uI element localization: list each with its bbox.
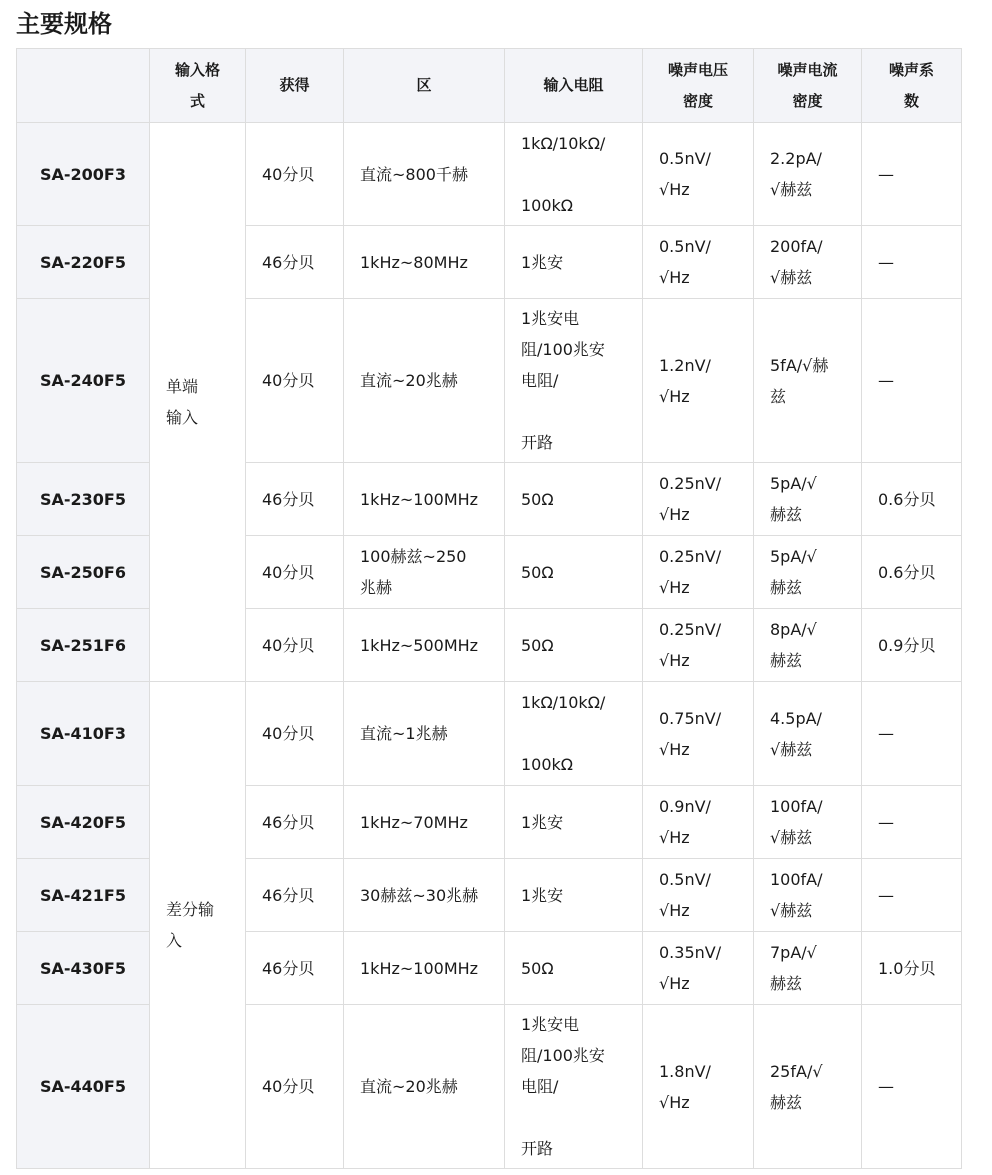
noise-figure-cell: 1.0分贝 — [862, 932, 962, 1005]
impedance-cell: 1兆安 — [505, 859, 643, 932]
gain-cell: 40分贝 — [246, 536, 344, 609]
input-format-group: 差分输 入 — [150, 682, 246, 1169]
band-cell: 1kHz~80MHz — [344, 226, 505, 299]
gain-cell: 46分贝 — [246, 859, 344, 932]
band-cell: 1kHz~100MHz — [344, 463, 505, 536]
header-model — [17, 49, 150, 123]
gain-cell: 46分贝 — [246, 226, 344, 299]
band-cell: 30赫兹~30兆赫 — [344, 859, 505, 932]
noise-current-cell: 25fA/√ 赫兹 — [754, 1005, 862, 1169]
gain-cell: 46分贝 — [246, 786, 344, 859]
band-cell: 直流~20兆赫 — [344, 299, 505, 463]
noise-current-cell: 8pA/√ 赫兹 — [754, 609, 862, 682]
noise-figure-cell: 0.9分贝 — [862, 609, 962, 682]
band-cell: 直流~20兆赫 — [344, 1005, 505, 1169]
model-cell: SA-250F6 — [17, 536, 150, 609]
noise-current-cell: 200fA/ √赫兹 — [754, 226, 862, 299]
noise-figure-cell: — — [862, 123, 962, 226]
header-noise-voltage: 噪声电压 密度 — [643, 49, 754, 123]
noise-figure-cell: — — [862, 859, 962, 932]
band-cell: 直流~1兆赫 — [344, 682, 505, 786]
noise-figure-cell: — — [862, 226, 962, 299]
band-cell: 1kHz~70MHz — [344, 786, 505, 859]
noise-current-cell: 4.5pA/ √赫兹 — [754, 682, 862, 786]
noise-voltage-cell: 1.8nV/ √Hz — [643, 1005, 754, 1169]
impedance-cell: 50Ω — [505, 932, 643, 1005]
impedance-cell: 1兆安 — [505, 226, 643, 299]
impedance-cell: 50Ω — [505, 609, 643, 682]
gain-cell: 40分贝 — [246, 682, 344, 786]
model-cell: SA-230F5 — [17, 463, 150, 536]
impedance-cell: 50Ω — [505, 536, 643, 609]
noise-voltage-cell: 0.5nV/ √Hz — [643, 123, 754, 226]
impedance-cell: 50Ω — [505, 463, 643, 536]
gain-cell: 40分贝 — [246, 1005, 344, 1169]
band-cell: 100赫兹~250 兆赫 — [344, 536, 505, 609]
gain-cell: 40分贝 — [246, 123, 344, 226]
model-cell: SA-430F5 — [17, 932, 150, 1005]
spec-table — [16, 48, 962, 1169]
noise-figure-cell: — — [862, 1005, 962, 1169]
impedance-cell: 1kΩ/10kΩ/ 100kΩ — [505, 682, 643, 786]
noise-current-cell: 100fA/ √赫兹 — [754, 859, 862, 932]
header-input-impedance: 输入电阻 — [505, 49, 643, 123]
noise-figure-cell: 0.6分贝 — [862, 463, 962, 536]
noise-figure-cell: — — [862, 786, 962, 859]
noise-voltage-cell: 0.35nV/ √Hz — [643, 932, 754, 1005]
noise-current-cell: 5pA/√ 赫兹 — [754, 536, 862, 609]
noise-voltage-cell: 1.2nV/ √Hz — [643, 299, 754, 463]
model-cell: SA-240F5 — [17, 299, 150, 463]
model-cell: SA-251F6 — [17, 609, 150, 682]
noise-current-cell: 100fA/ √赫兹 — [754, 786, 862, 859]
band-cell: 1kHz~100MHz — [344, 932, 505, 1005]
noise-figure-cell: — — [862, 682, 962, 786]
impedance-cell: 1kΩ/10kΩ/ 100kΩ — [505, 123, 643, 226]
header-noise-current: 噪声电流 密度 — [754, 49, 862, 123]
gain-cell: 46分贝 — [246, 463, 344, 536]
header-row — [17, 49, 962, 123]
noise-voltage-cell: 0.25nV/ √Hz — [643, 536, 754, 609]
noise-figure-cell: 0.6分贝 — [862, 536, 962, 609]
header-noise-figure: 噪声系 数 — [862, 49, 962, 123]
gain-cell: 40分贝 — [246, 609, 344, 682]
impedance-cell: 1兆安电 阻/100兆安 电阻/ 开路 — [505, 299, 643, 463]
model-cell: SA-421F5 — [17, 859, 150, 932]
header-gain: 获得 — [246, 49, 344, 123]
model-cell: SA-440F5 — [17, 1005, 150, 1169]
noise-voltage-cell: 0.5nV/ √Hz — [643, 226, 754, 299]
gain-cell: 46分贝 — [246, 932, 344, 1005]
noise-current-cell: 7pA/√ 赫兹 — [754, 932, 862, 1005]
page-title: 主要规格 — [16, 10, 112, 38]
impedance-cell: 1兆安 — [505, 786, 643, 859]
noise-figure-cell: — — [862, 299, 962, 463]
model-cell: SA-420F5 — [17, 786, 150, 859]
noise-voltage-cell: 0.25nV/ √Hz — [643, 609, 754, 682]
model-cell: SA-410F3 — [17, 682, 150, 786]
header-input-format: 输入格 式 — [150, 49, 246, 123]
noise-current-cell: 5pA/√ 赫兹 — [754, 463, 862, 536]
noise-current-cell: 2.2pA/ √赫兹 — [754, 123, 862, 226]
header-band: 区 — [344, 49, 505, 123]
noise-current-cell: 5fA/√赫 兹 — [754, 299, 862, 463]
noise-voltage-cell: 0.25nV/ √Hz — [643, 463, 754, 536]
impedance-cell: 1兆安电 阻/100兆安 电阻/ 开路 — [505, 1005, 643, 1169]
input-format-group: 单端 输入 — [150, 123, 246, 682]
gain-cell: 40分贝 — [246, 299, 344, 463]
band-cell: 直流~800千赫 — [344, 123, 505, 226]
noise-voltage-cell: 0.75nV/ √Hz — [643, 682, 754, 786]
noise-voltage-cell: 0.9nV/ √Hz — [643, 786, 754, 859]
model-cell: SA-200F3 — [17, 123, 150, 226]
model-cell: SA-220F5 — [17, 226, 150, 299]
table-row — [17, 123, 962, 226]
noise-voltage-cell: 0.5nV/ √Hz — [643, 859, 754, 932]
table-row — [17, 682, 962, 786]
band-cell: 1kHz~500MHz — [344, 609, 505, 682]
